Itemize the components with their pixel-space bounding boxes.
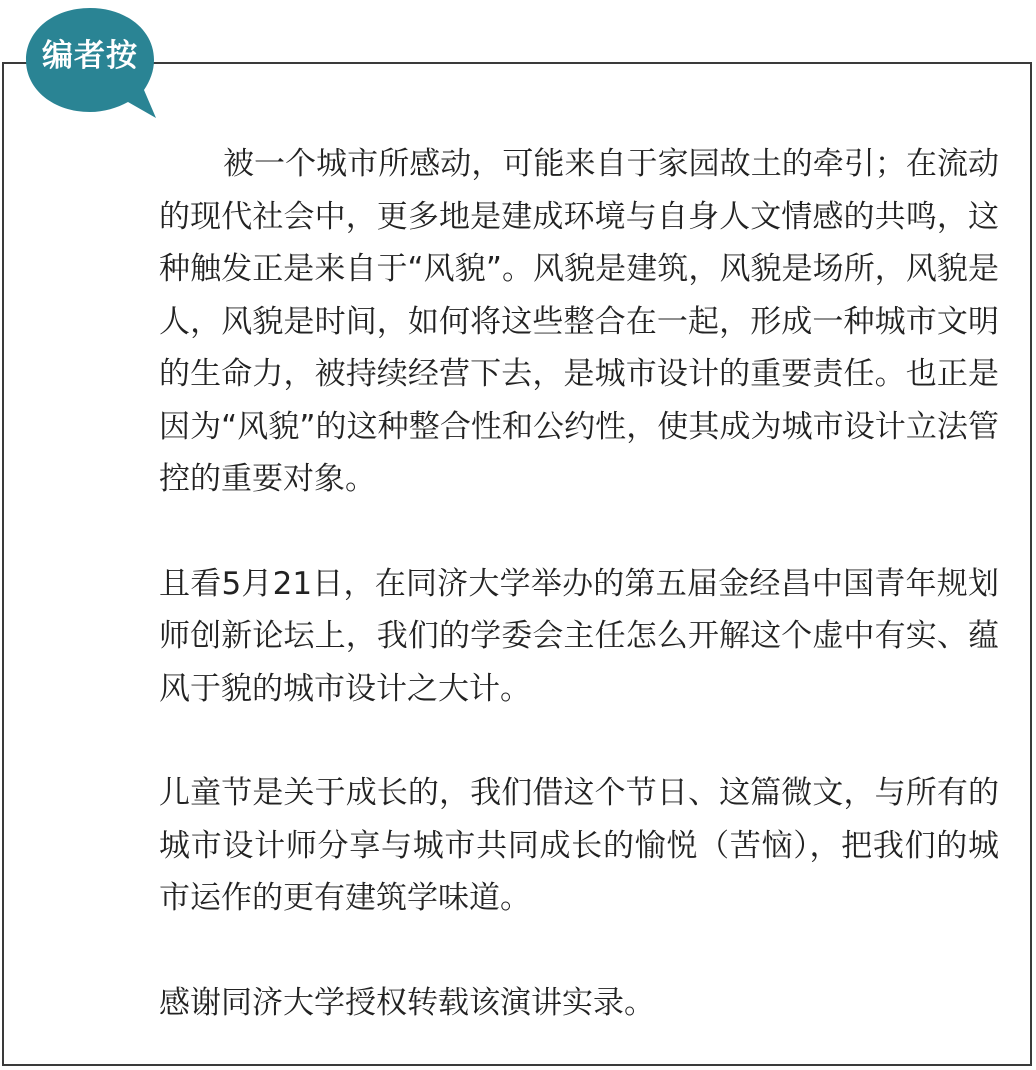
paragraph-forum: 且看5月21日，在同济大学举办的第五届金经昌中国青年规划师创新论坛上，我们的学委会主任怎么开解这个虚中有实、蕴风于貌的城市设计之大计。 — [159, 565, 999, 707]
paragraph-childrens-day: 儿童节是关于成长的，我们借这个节日、这篇微文，与所有的城市设计师分享与城市共同成长的愉悦（苦恼），把我们的城市运作的更有建筑学味道。 — [159, 775, 999, 916]
article-body — [159, 138, 999, 1029]
paragraph-thanks: 感谢同济大学授权转载该演讲实录。 — [159, 984, 655, 1021]
editor-note-badge — [22, 4, 162, 122]
editor-note-label: 编者按 — [42, 38, 138, 74]
paragraph-intro: 被一个城市所感动，可能来自于家园故土的牵引；在流动的现代社会中，更多地是建成环境与自身人文情感的共鸣，这种触发正是来自于“风貌”。风貌是建筑，风貌是场所，风貌是人，风貌是时间，如何将这些整合在一起，形成一种城市文明的生命力，被持续经营下去，是城市设计的重要责任。也正是因为“风貌”的这种整合性和公约性，使其成为城市设计立法管控的重要对象。 — [159, 146, 999, 497]
